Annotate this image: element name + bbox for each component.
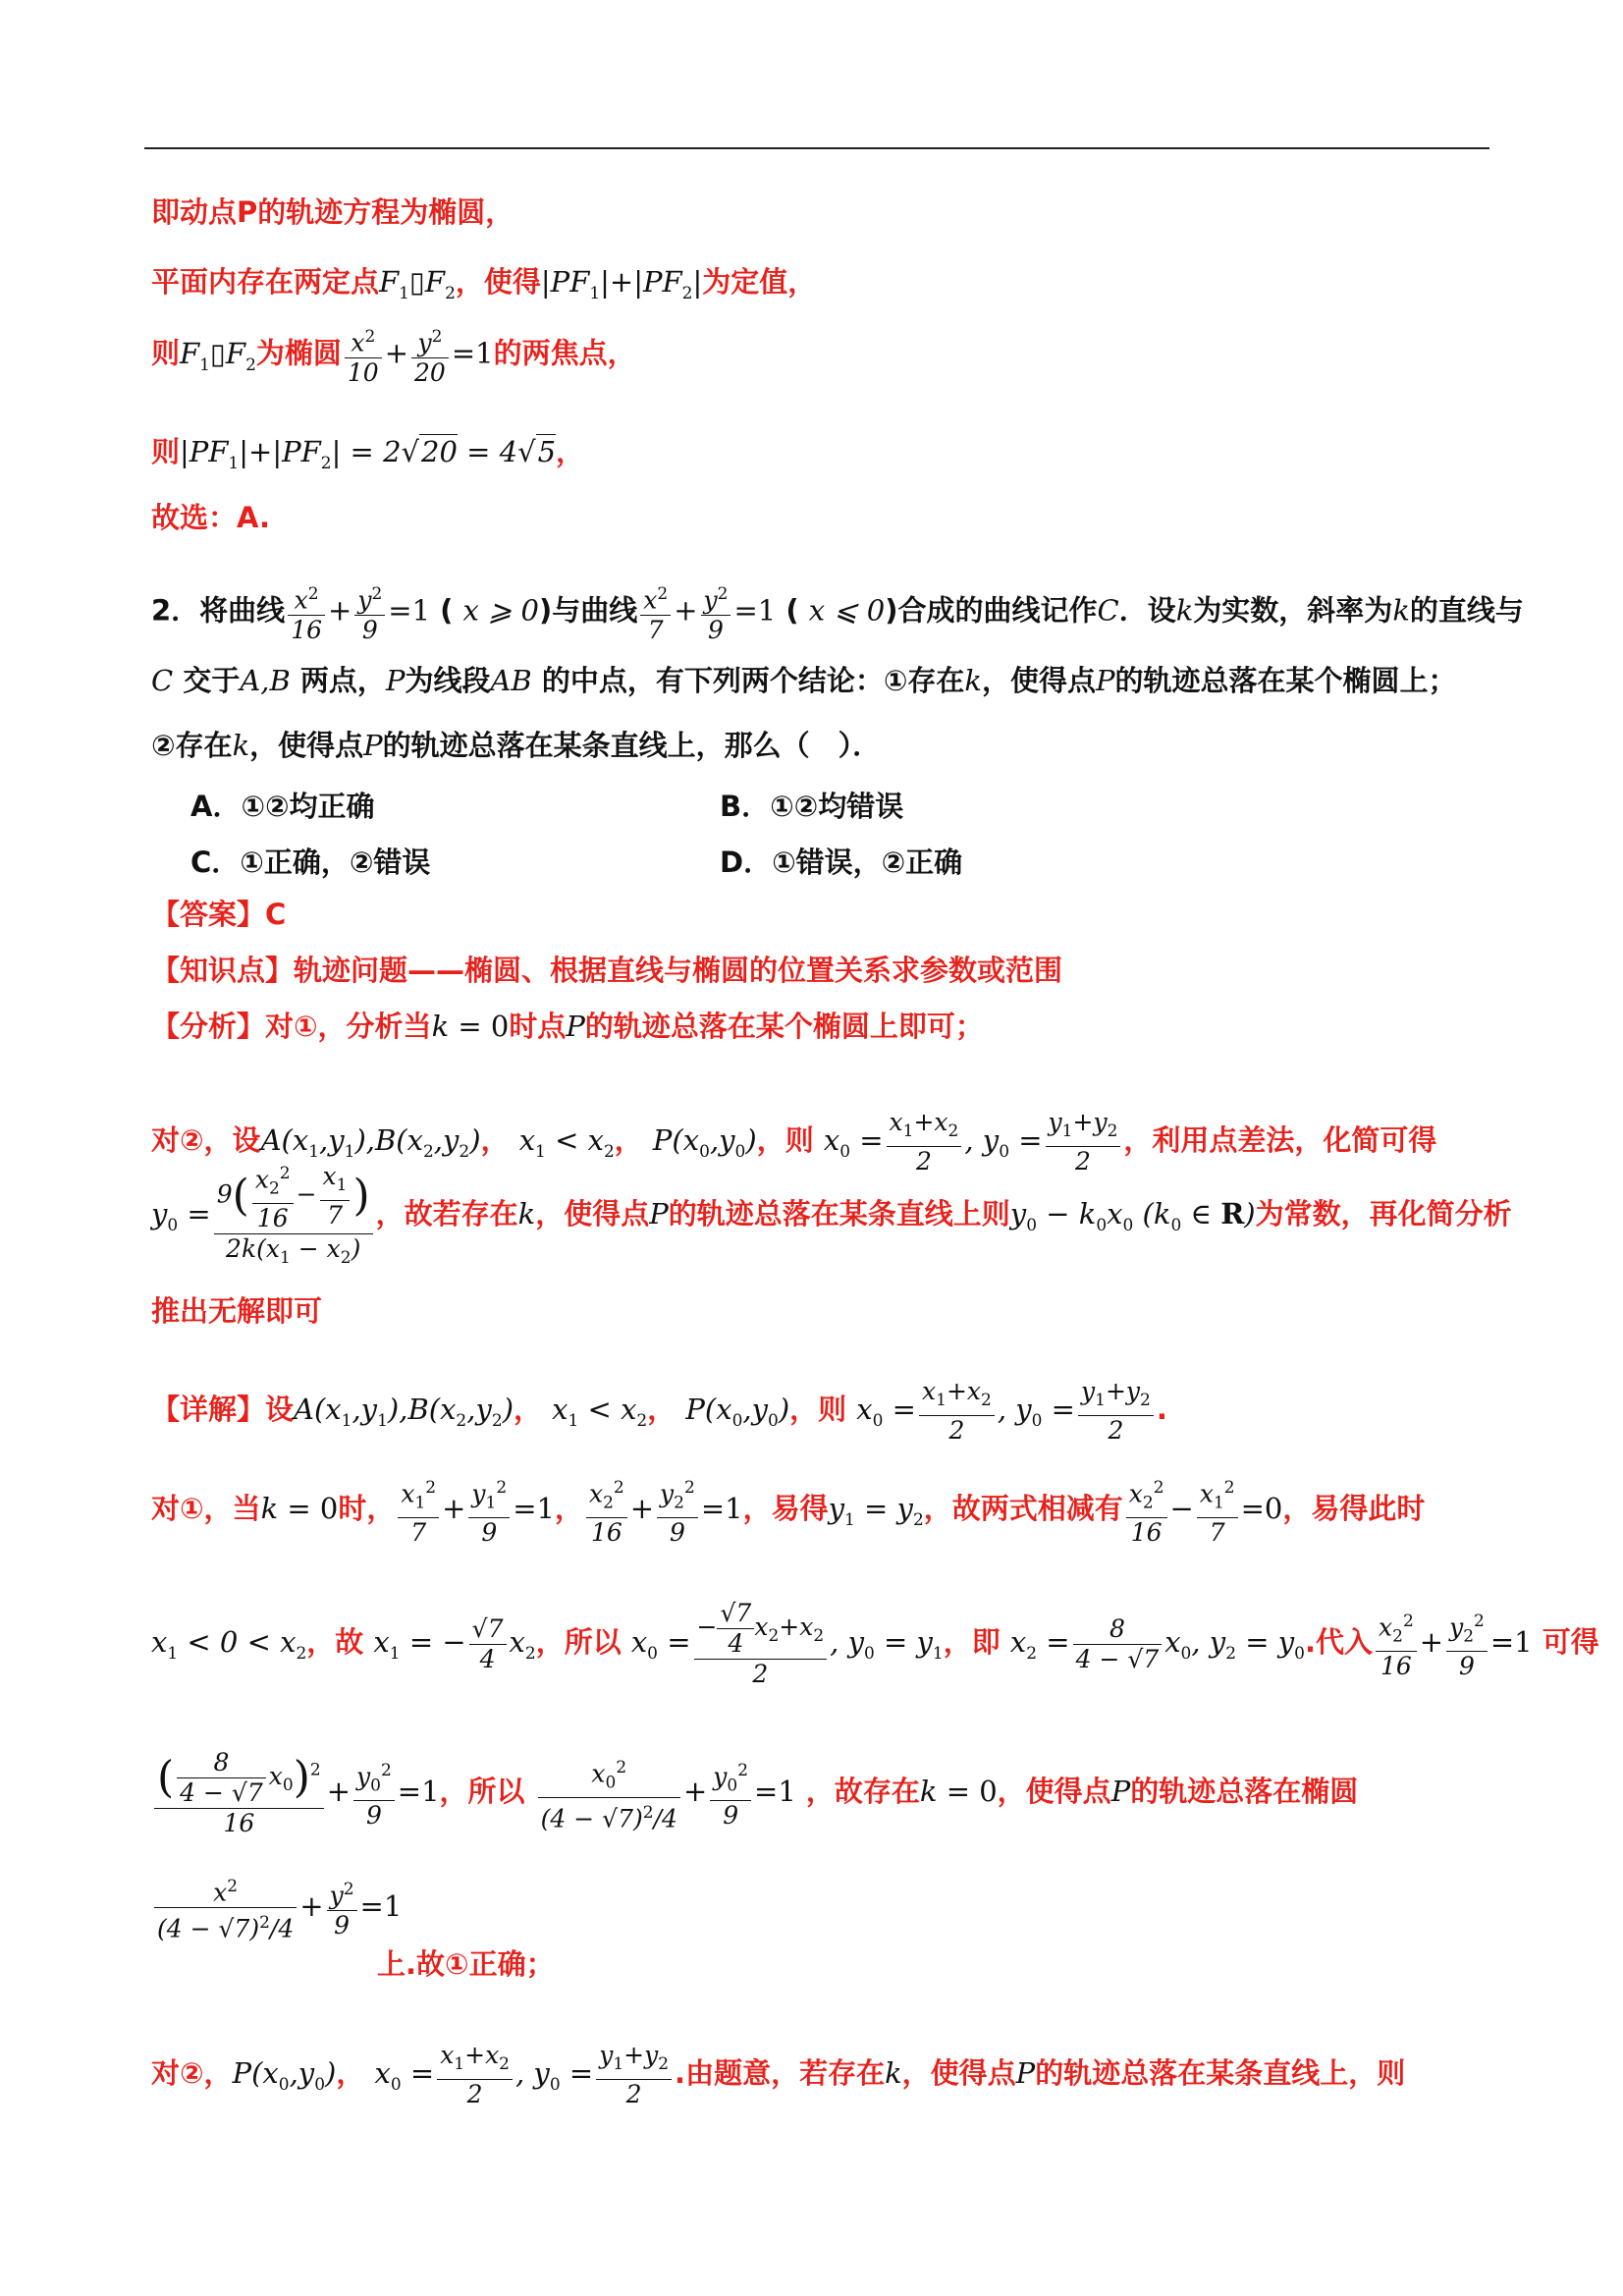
text: 交于 <box>183 664 241 697</box>
text: 2．将曲线 <box>151 593 286 628</box>
math-f1f2: $F_1▯F_2$ <box>379 265 456 303</box>
text: ，使得 <box>455 265 541 299</box>
text: 为实数，斜率为 <box>1193 593 1393 628</box>
text: 则 <box>151 435 181 468</box>
text: 对②，设 <box>151 1123 261 1157</box>
text: 的直线与 <box>1409 593 1524 628</box>
math-pf-sum: $|PF_1|+|PF_2|$ <box>540 265 703 303</box>
text: ，故若存在 <box>375 1197 518 1231</box>
text: 时点 <box>509 1010 567 1043</box>
question-2-line-1: 2．将曲线 $\frac{x^2}{16}$ + $\frac{y^2}{9}$ =1 ( x ⩾ 0)与曲线 $\frac{x^2}{7}$ + $\frac{y^2}{9}$ =1 ( x ⩽ 0)合成的曲线记作C．设k为实数，斜率为k的直线与 <box>151 579 1524 645</box>
text: ，故存在 <box>805 1775 920 1808</box>
detail-line-6: 对②，$P(x_0,y_0)$， $x_0$ = $\frac{x_1+x_2}{2}$ , $y_0$ = $\frac{y_1+y_2}{2}$ .由题意，若存在k，使得点P的轨迹总落在某条直线上，则 <box>151 2041 1406 2108</box>
detail-line-5: $\frac{x^2}{(4 - √7)^2/4}$ + $\frac{y^2}{9}$ =1 <box>151 1872 402 1944</box>
analysis-line-3: $y_0$ = 9( $\frac{x_2^2}{16}$ − $\frac{x_1}{7}$ ) $2k(x_1 - x_2)$ ，故若存在k，使得点P的轨迹总落在某条直线上则$y_0 - k_0x_0$ ($k_0$ ∈ R)为常数，再化简分析 <box>151 1159 1512 1273</box>
math-frac: $\frac{x^2}{16}$ <box>288 579 325 645</box>
text: 为定值， <box>702 265 817 299</box>
text: 【答案】C <box>151 898 287 931</box>
text: ，即 <box>943 1625 1001 1659</box>
math-frac: $\frac{y^2}{9}$ <box>354 579 385 645</box>
text: ，易得此时 <box>1282 1492 1426 1526</box>
text: )合成的曲线记作 <box>885 593 1098 628</box>
text-line-5 <box>151 501 270 534</box>
text: 时， <box>338 1492 396 1526</box>
math-f1f2: $F_1▯F_2$ <box>180 336 256 375</box>
math-frac: $\frac{x^2}{10}$ <box>345 322 382 388</box>
text: ，使得点 <box>997 1775 1111 1808</box>
text: ， <box>556 435 585 468</box>
math-frac: ( $\frac{8}{4 - √7}$ $x_0)^2$ 16 <box>154 1748 324 1838</box>
text: 上.故①正确； <box>377 1947 555 1981</box>
text: 故选：A. <box>151 501 270 534</box>
text: .由题意，若存在 <box>675 2056 886 2090</box>
text: ，故 <box>306 1625 364 1659</box>
text: ，故两式相减有 <box>923 1492 1123 1526</box>
detail-line-4: ( $\frac{8}{4 - √7}$ $x_0)^2$ 16 + $\frac{y_0^2}{9}$ =1，所以 $\frac{x_0^2}{(4 - √7)^2/4}$ + $\frac{y_0^2}{9}$ =1 ，故存在k = 0，使得点P的轨迹总落在椭圆 <box>151 1748 1358 1838</box>
detail-line-2: 对①，当k = 0时， $\frac{x_1^2}{7}$ + $\frac{y_1^2}{9}$ =1， $\frac{x_2^2}{16}$ + $\frac{y_2^2}{9}$ =1，易得$y_1 = y_2$，故两式相减有 $\frac{x_2^2}{16}$ − $\frac{x_1^2}{7}$ =0，易得此时 <box>151 1473 1425 1548</box>
text: )与曲线 <box>539 593 638 628</box>
text: 的轨迹总落在某个椭圆上即可； <box>584 1010 984 1043</box>
text: 【分析】对①，分析当 <box>151 1010 432 1043</box>
detail-line-3: $x_1 < 0 < x_2$，故 $x_1$ = − $\frac{√7}{4}$ $x_2$，所以 $x_0$ = − $\frac{√7}{4}$ $x_2+x_2$ 2 , $y_0 = y_1$，即 $x_2$ = $\frac{8}{4 - √7}$ $x_0$, $y_2 = y_0$.代入 $\frac{x_2^2}{16}$ + $\frac{y_2^2}{9}$ =1 可得 <box>151 1599 1599 1688</box>
text: ， <box>480 1123 510 1157</box>
text: 为线段 <box>405 664 491 697</box>
analysis-line-1: 【分析】对①，分析当k = 0时点P的轨迹总落在某个椭圆上即可； <box>151 1010 984 1043</box>
text: 的轨迹总落在椭圆 <box>1130 1775 1359 1808</box>
math-frac: $\frac{x^2}{7}$ <box>640 579 671 645</box>
text: ， <box>647 1393 676 1426</box>
header-rule <box>144 147 1489 149</box>
detail-line-5b <box>377 1947 555 1981</box>
math-frac: $\frac{y^2}{20}$ <box>411 322 449 388</box>
text: 两点， <box>299 664 386 697</box>
text: ，所以 <box>439 1775 525 1808</box>
text: 推出无解即可 <box>151 1294 323 1328</box>
text: 的两焦点， <box>493 336 636 370</box>
question-2-line-3: ②存在k，使得点P的轨迹总落在某条直线上，那么（ ）． <box>151 729 882 762</box>
text: ，利用点差法，化简可得 <box>1123 1123 1437 1157</box>
option-b: B．①②均错误 <box>720 790 904 823</box>
text: ，易得 <box>742 1492 829 1526</box>
text-line-3: 则$F_1▯F_2$为椭圆 $\frac{x^2}{10}$ + $\frac{y^2}{20}$ =1的两焦点， <box>151 322 636 388</box>
text: 可得 <box>1542 1625 1599 1659</box>
text: ，所以 <box>535 1625 622 1659</box>
math-frac: $\frac{x^2}{(4 - √7)^2/4}$ <box>154 1872 297 1944</box>
question-2-line-2: C 交于A,B 两点，P为线段AB 的中点，有下列两个结论：①存在k，使得点P的轨迹总落在某个椭圆上； <box>151 664 1457 697</box>
text: ，使得点 <box>981 664 1096 697</box>
detail-line-1: 【详解】设$A(x_1,y_1),B(x_2,y_2)$， $x_1 < x_2$， $P(x_0,y_0)$，则 $x_0$ = $\frac{x_1+x_2}{2}$ , $y_0$ = $\frac{y_1+y_2}{2}$ . <box>151 1377 1167 1445</box>
text: .代入 <box>1304 1625 1374 1659</box>
math-big-frac: 9( $\frac{x_2^2}{16}$ − $\frac{x_1}{7}$ ) $2k(x_1 - x_2)$ <box>214 1159 373 1273</box>
text: ．设 <box>1118 593 1176 628</box>
text: 的轨迹总落在某条直线上则 <box>668 1197 1010 1231</box>
text: ， <box>336 2056 365 2090</box>
text-line-2 <box>151 265 816 310</box>
text: 为常数，再化简分析 <box>1255 1197 1512 1231</box>
text: 【详解】设 <box>151 1393 295 1426</box>
math-frac: $\frac{y^2}{9}$ <box>701 579 731 645</box>
option-a: A．①②均正确 <box>190 790 375 823</box>
text: ②存在 <box>151 729 233 762</box>
text: ， <box>514 1393 543 1426</box>
math-frac: $\frac{x_0^2}{(4 - √7)^2/4}$ <box>538 1753 680 1834</box>
text: ， <box>614 1123 643 1157</box>
text: 平面内存在两定点 <box>151 265 380 299</box>
text: 则 <box>151 336 181 370</box>
text-line-4 <box>151 435 584 480</box>
text: ， <box>554 1492 583 1526</box>
text: . <box>1156 1393 1167 1426</box>
text: 对②， <box>151 2056 233 2090</box>
knowledge-line <box>151 954 1062 987</box>
text: ，则 <box>789 1393 847 1426</box>
analysis-line-2: 对②，设$A(x_1,y_1),B(x_2,y_2)$， $x_1 < x_2$， $P(x_0,y_0)$，则 $x_0$ = $\frac{x_1+x_2}{2}$ , $y_0$ = $\frac{y_1+y_2}{2}$ ，利用点差法，化简可得 <box>151 1108 1437 1175</box>
text: 的轨迹总落在某条直线上，那么（ ）． <box>382 729 882 762</box>
text: 的轨迹总落在某条直线上，则 <box>1035 2056 1406 2090</box>
text: ，使得点 <box>535 1197 650 1231</box>
text: 的轨迹总落在某个椭圆上； <box>1114 664 1457 697</box>
text: 为椭圆 <box>255 336 342 370</box>
option-d: D．①错误，②正确 <box>720 846 963 879</box>
math-pf-value: $|PF_1|+|PF_2| = 2√20 = 4√5$ <box>180 435 557 473</box>
text-line-1 <box>151 195 514 229</box>
answer-line <box>151 898 286 931</box>
text: 【知识点】轨迹问题——椭圆、根据直线与椭圆的位置关系求参数或范围 <box>151 954 1063 987</box>
text: 的中点，有下列两个结论：①存在 <box>541 664 965 697</box>
analysis-line-4 <box>151 1294 322 1328</box>
option-c: C．①正确，②错误 <box>190 846 431 879</box>
text: 即动点P的轨迹方程为椭圆， <box>151 195 514 229</box>
text: ，则 <box>756 1123 814 1157</box>
text: ，使得点 <box>901 2056 1016 2090</box>
text: ，使得点 <box>249 729 364 762</box>
text: 对①，当 <box>151 1492 261 1526</box>
